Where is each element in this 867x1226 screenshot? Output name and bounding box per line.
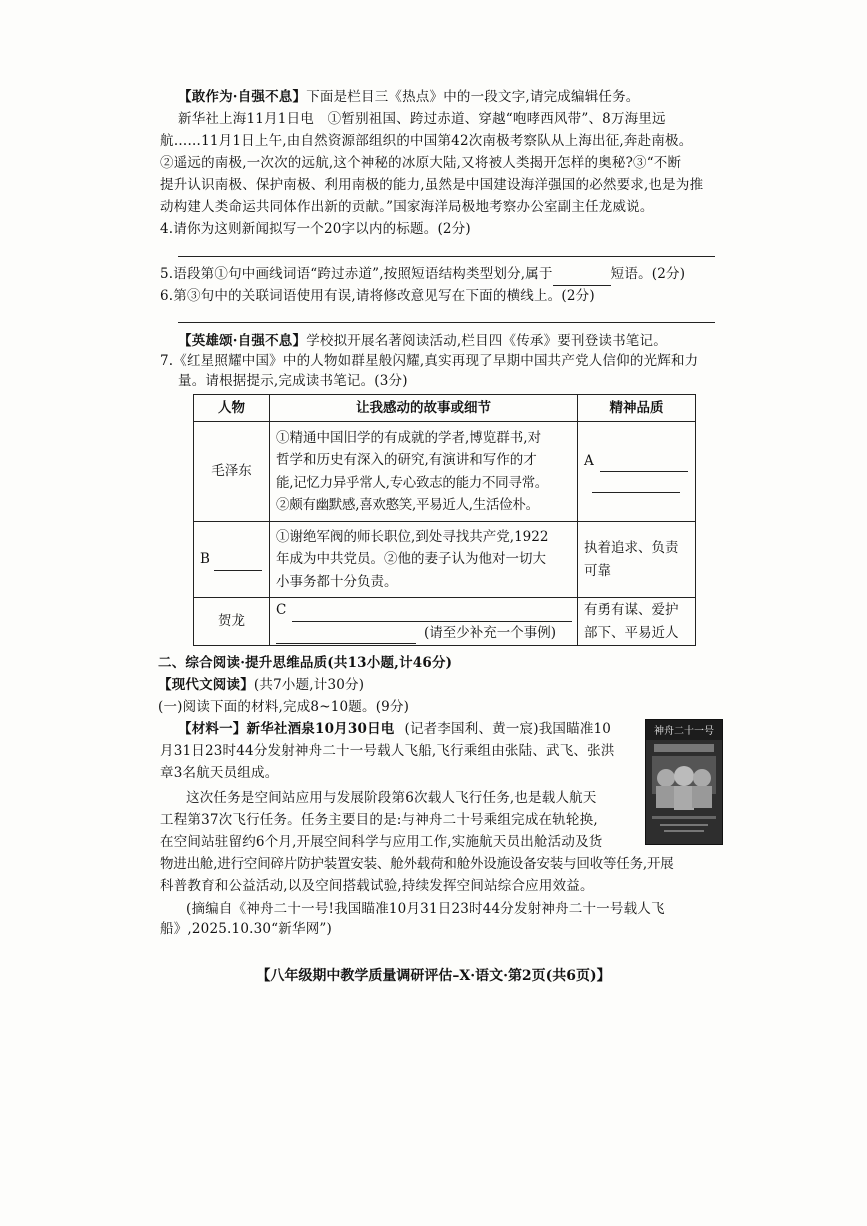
- book-cover-art: [646, 720, 722, 844]
- row2-story-line: 小事务都十分负责。: [276, 573, 398, 590]
- row3-quality-line: 部下、平易近人: [584, 624, 679, 641]
- legend-lead-text: 学校拟开展名著阅读活动,栏目四《传承》要刊登读书笔记。: [306, 333, 667, 349]
- part2-subheading: [158, 674, 364, 697]
- row1-story: [270, 422, 578, 522]
- source-line-1: (摘编自《神舟二十一号!我国瞄准10月31日23时44分发射神舟二十一号载人飞: [186, 901, 665, 917]
- book-cover-image: [645, 719, 723, 845]
- row2-story-line: ①谢绝军阀的师长职位,到处寻找共产党,1922: [276, 528, 549, 545]
- table-row: [194, 422, 696, 522]
- subheading-bracket: 【现代文阅读】: [158, 677, 254, 693]
- material-1-line-1: [178, 718, 611, 741]
- row3-person: 贺龙: [194, 598, 270, 646]
- answer-line-6[interactable]: [178, 322, 715, 323]
- question-4: 4.请你为这则新闻拟写一个20字以内的标题。(2分): [160, 221, 471, 237]
- answer-blank-c[interactable]: [292, 607, 572, 622]
- material-1-bracket: 【材料一】新华社酒泉10月30日电: [178, 721, 395, 737]
- answer-blank-5[interactable]: [553, 269, 611, 286]
- para2-line-3: 在空间站驻留约6个月,开展空间科学与应用工作,实施航天员出舱活动及货: [160, 834, 603, 850]
- question-5: [160, 263, 685, 286]
- hotspot-line-1: 新华社上海11月1日电 ①暂别祖国、跨过赤道、穿越“咆哮西风带”、8万海里远: [178, 111, 666, 127]
- hotspot-line-3: ②遥远的南极,一次次的远航,这个神秘的冰原大陆,又将被人类揭开怎样的奥秘?③“不断: [160, 155, 682, 171]
- group-1-instruction: (一)阅读下面的材料,完成8~10题。(9分): [158, 699, 410, 715]
- hotspot-lead: [178, 86, 640, 109]
- para2-line-5: 科普教育和公益活动,以及空间搭载试验,持续发挥空间站综合应用效益。: [160, 878, 594, 894]
- question-5-post: 短语。(2分): [610, 266, 686, 282]
- table-row: [194, 598, 696, 646]
- row1-story-line: 能,记忆力异乎常人,专心致志的能力不同寻常。: [276, 474, 548, 491]
- question-7-line-1: 7.《红星照耀中国》中的人物如群星般闪耀,真实再现了早期中国共产党人信仰的光辉和力: [160, 353, 699, 369]
- row1-person: 毛泽东: [194, 422, 270, 522]
- question-5-pre: 5.语段第①句中画线词语“跨过赤道”,按照短语结构类型划分,属于: [160, 266, 553, 282]
- answer-blank-a[interactable]: [600, 457, 688, 472]
- legend-bracket: 【英雄颂·自强不息】: [178, 333, 307, 349]
- answer-blank-a-line-2[interactable]: [592, 480, 680, 493]
- question-6: 6.第③句中的关联词语使用有误,请将修改意见写在下面的横线上。(2分): [160, 288, 595, 304]
- hotspot-line-4: 提升认识南极、保护南极、利用南极的能力,虽然是中国建设海洋强国的必然要求,也是为推: [160, 177, 704, 193]
- row2-quality-line: 可靠: [584, 562, 611, 579]
- row2-story-line: 年成为中共党员。②他的妻子认为他对一切大: [276, 551, 546, 568]
- answer-blank-b[interactable]: [214, 556, 262, 571]
- reading-notes-table: [193, 394, 696, 646]
- source-line-2: 船》,2025.10.30“新华网”): [160, 921, 332, 937]
- hotspot-bracket: 【敢作为·自强不息】: [178, 89, 307, 105]
- row2-story: [270, 522, 578, 598]
- hotspot-line-5: 动构建人类命运共同体作出新的贡献。”国家海洋局极地考察办公室副主任龙威说。: [160, 199, 654, 215]
- material-1-line-2: 月31日23时44分发射神舟二十一号载人飞船,飞行乘组由张陆、武飞、张洪: [160, 743, 615, 759]
- row1-quality: [578, 422, 696, 522]
- header-story: 让我感动的故事或细节: [270, 395, 578, 422]
- page-footer: 【八年级期中教学质量调研评估–X·语文·第2页(共6页)】: [256, 968, 611, 984]
- material-1-text: (记者李国利、黄一宸)我国瞄准10: [404, 721, 612, 737]
- para2-line-2: 工程第37次飞行任务。任务主要目的是:与神舟二十号乘组完成在轨轮换,: [160, 812, 598, 828]
- row3-story: [270, 598, 578, 646]
- row2-quality: [578, 522, 696, 598]
- row3-quality: [578, 598, 696, 646]
- row3-quality-line: 有勇有谋、爱护: [584, 602, 679, 618]
- answer-blank-c-line-2[interactable]: [276, 629, 416, 644]
- material-1-line-3: 章3名航天员组成。: [160, 765, 279, 781]
- row1-story-line: ①精通中国旧学的有成就的学者,博览群书,对: [276, 429, 542, 446]
- hotspot-line-2: 航……11月1日上午,由自然资源部组织的中国第42次南极考察队从上海出征,奔赴南极。: [160, 133, 693, 149]
- answer-line-4[interactable]: [178, 256, 715, 257]
- blank-a-label: A: [584, 452, 594, 469]
- row2-person: [194, 522, 270, 598]
- part2-heading: 二、综合阅读·提升思维品质(共13小题,计46分): [158, 655, 453, 671]
- table-header-row: [194, 395, 696, 422]
- row1-story-line: ②颇有幽默感,喜欢憨笑,平易近人,生活俭朴。: [276, 497, 539, 513]
- table-row: [194, 522, 696, 598]
- row1-story-line: 哲学和历史有深入的研究,有演讲和写作的才: [276, 452, 537, 468]
- blank-c-label: C: [276, 602, 287, 618]
- row2-quality-line: 执着追求、负责: [584, 540, 679, 556]
- book-cover-title: 神舟二十一号: [654, 726, 714, 737]
- para2-line-1: 这次任务是空间站应用与发展阶段第6次载人飞行任务,也是载人航天: [186, 790, 597, 806]
- header-person: 人物: [194, 395, 270, 422]
- question-7-line-2: 量。请根据提示,完成读书笔记。(3分): [178, 373, 408, 389]
- para2-line-4: 物进出舱,进行空间碎片防护装置安装、舱外载荷和舱外设施设备安装与回收等任务,开展: [160, 856, 674, 872]
- row3-story-hint: (请至少补充一个事例): [424, 624, 557, 641]
- header-quality: 精神品质: [578, 395, 696, 422]
- blank-b-label: B: [200, 551, 210, 568]
- hotspot-lead-text: 下面是栏目三《热点》中的一段文字,请完成编辑任务。: [306, 89, 640, 105]
- subheading-rest: (共7小题,计30分): [253, 677, 365, 693]
